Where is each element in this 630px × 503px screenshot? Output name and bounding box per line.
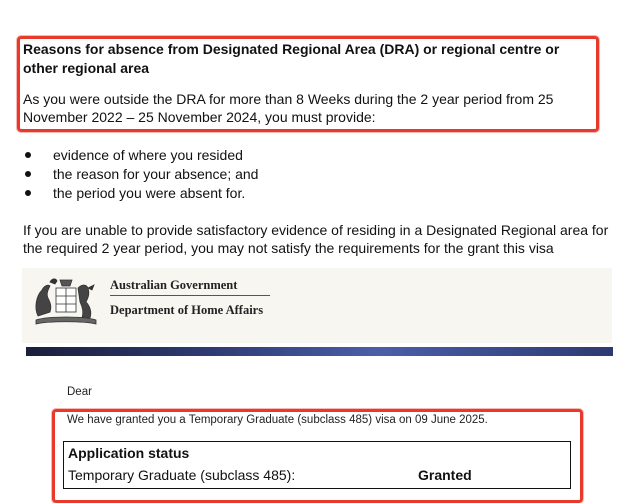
visa-label: Temporary Graduate (subclass 485): <box>68 467 296 483</box>
grant-sentence: We have granted you a Temporary Graduate (subclass 485) visa on 09 June 2025. <box>67 414 488 426</box>
coat-of-arms-icon <box>30 272 102 330</box>
letterhead-divider <box>110 295 270 296</box>
list-item: the period you were absent for. <box>23 184 258 203</box>
bullet-icon <box>25 152 31 158</box>
dra-paragraph: As you were outside the DRA for more than 8 Weeks during the 2 year period from 25 November 2022 – 25 November 2024, you must provide: <box>23 91 554 125</box>
list-item: evidence of where you resided <box>23 146 258 165</box>
bullet-icon <box>25 171 31 177</box>
department-name: Department of Home Affairs <box>110 303 264 317</box>
status-value: Granted <box>418 467 472 483</box>
bullet-icon <box>25 190 31 196</box>
government-name: Australian Government <box>110 278 238 292</box>
letterhead-blue-bar <box>26 347 613 356</box>
dra-heading: Reasons for absence from Designated Regional Area (DRA) or regional centre or other regional area <box>23 41 560 76</box>
requirements-list <box>23 146 258 203</box>
list-item: the reason for your absence; and <box>23 165 258 184</box>
status-title: Application status <box>68 445 190 461</box>
salutation: Dear <box>67 386 92 398</box>
warning-paragraph: If you are unable to provide satisfactory evidence of residing in a Designated Regional area for the required 2 year period, you may not satisfy the requirements for the grant this visa <box>23 222 609 256</box>
